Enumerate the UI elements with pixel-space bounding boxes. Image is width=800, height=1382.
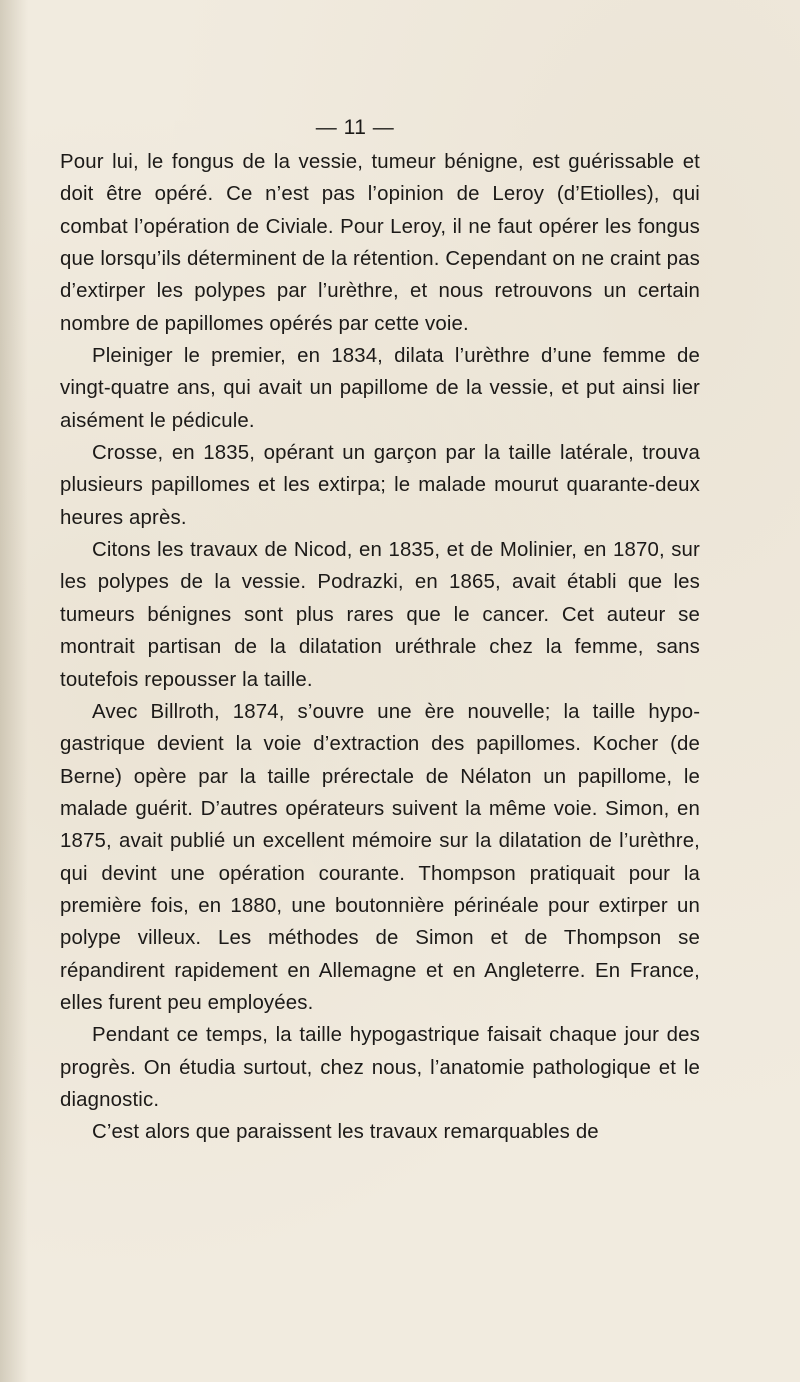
paragraph-3: Crosse, en 1835, opérant un garçon par la taille latérale, trouva plusieurs papillomes et les extirpa; le malade mourut quarante-deux heures après. bbox=[60, 442, 700, 529]
paragraph-4: Citons les travaux de Nicod, en 1835, et de Molinier, en 1870, sur les polypes de la vessie. Podrazki, en 1865, avait établi que les tumeurs bénignes sont plus rares que le cancer. Cet auteur se montrait partisan de la dilatation uréthrale chez la femme, sans toutefois repousser la taille. bbox=[60, 539, 700, 691]
body-text bbox=[60, 146, 700, 1149]
paragraph-7: C’est alors que paraissent les travaux remarquables de bbox=[92, 1121, 599, 1144]
page-binding-shadow bbox=[0, 0, 28, 1382]
page-number: — 11 — bbox=[315, 116, 395, 139]
paragraph-6: Pendant ce temps, la taille hypogastrique faisait chaque jour des progrès. On étudia surtout, chez nous, l’anatomie pathologique et le diagnostic. bbox=[60, 1024, 700, 1111]
paragraph-2: Pleiniger le premier, en 1834, dilata l’urèthre d’une femme de vingt-quatre ans, qui avait un papillome de la vessie, et put ainsi lier aisément le pédicule. bbox=[60, 345, 700, 432]
paragraph-5: Avec Billroth, 1874, s’ouvre une ère nouvelle; la taille hypogastrique devient la voie d’extraction des papillomes. Kocher (de Berne) opère par la taille prérectale de Nélaton un papillome, le malade guérit. D’autres opérateurs suivent la même voie. Simon, en 1875, avait publié un excellent mémoire sur la dilatation de l’urèthre, qui devint une opération courante. Thompson pratiquait pour la première fois, en 1880, une boutonnière périnéale pour extirper un polype villeux. Les méthodes de Simon et de Thompson se répandirent rapidement en Allemagne et en Angleterre. En France, elles furent peu employées. bbox=[60, 700, 700, 1014]
paragraph-1: Pour lui, le fongus de la vessie, tumeur bénigne, est guérissable et doit être opéré. Ce n’est pas l’opinion de Leroy (d’Etiolles), qui combat l’opération de Civiale. Pour Leroy, il ne faut opérer les fongus que lorsqu’ils déterminent de la rétention. Cependant on ne craint pas d’extirper les polypes par l’urèthre, et nous retrouvons un certain nombre de papillomes opérés par cette voie. bbox=[60, 151, 700, 335]
